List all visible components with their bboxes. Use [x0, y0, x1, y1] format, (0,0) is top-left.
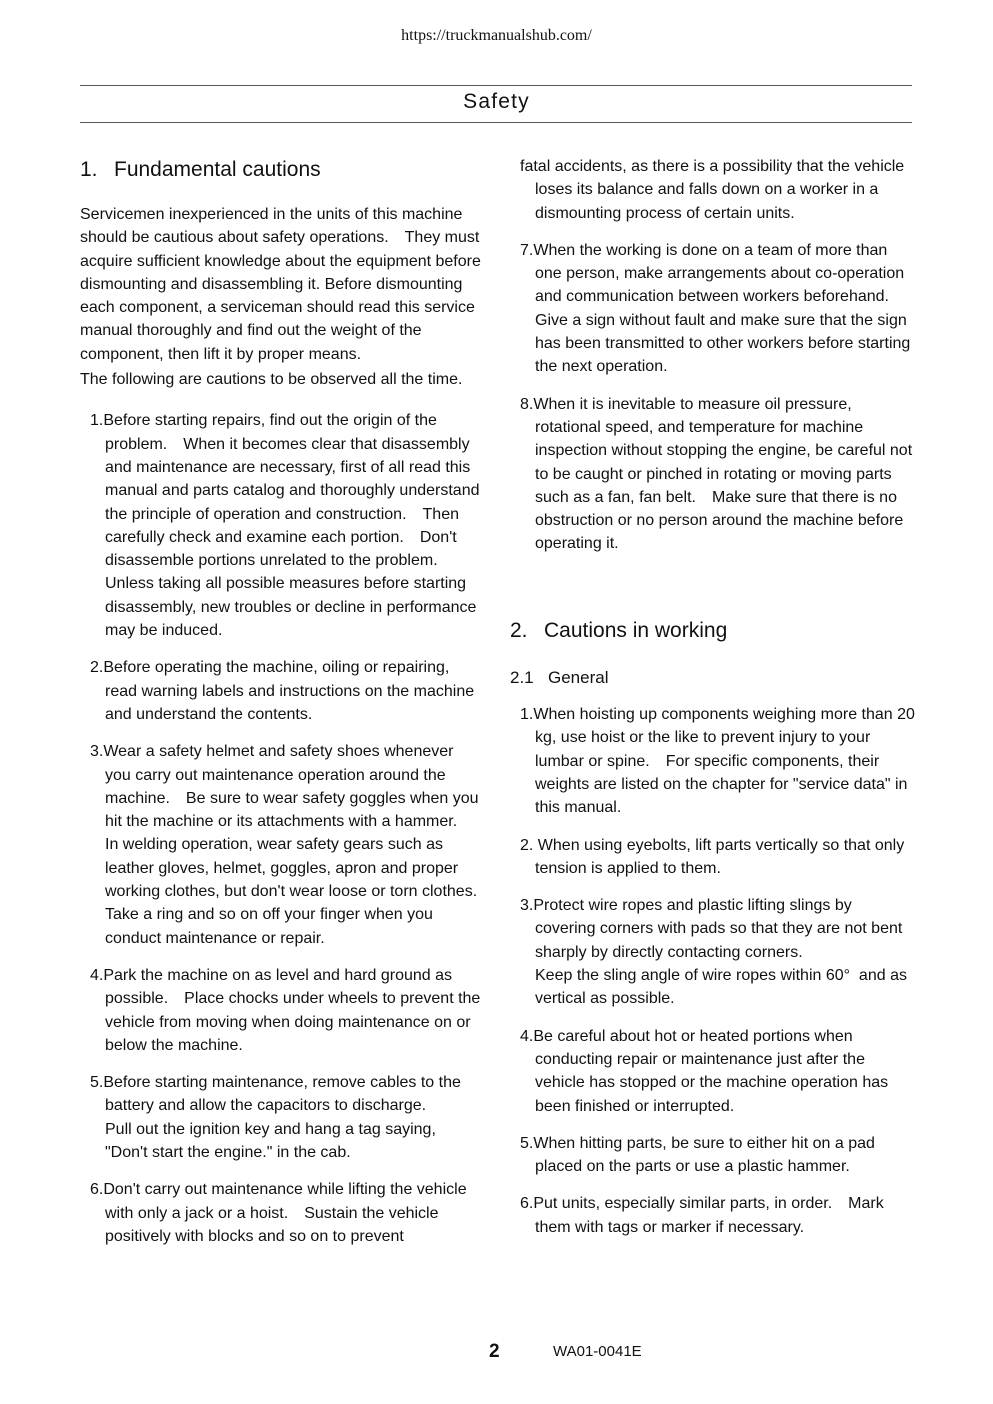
caution-item-number: 4. [90, 966, 104, 984]
general-item-6 [510, 1192, 915, 1239]
caution-item-text: Park the machine on as level and hard ground as possible. Place chocks under wheels to prevent the vehicle from moving when doing maintenance on or below the machine. [103, 966, 481, 1054]
header-url: https://truckmanualshub.com/ [401, 27, 592, 44]
caution-item-number: 5. [90, 1074, 104, 1092]
caution-item-1 [80, 409, 482, 642]
general-item-3 [510, 894, 915, 1010]
caution-item-6 [80, 1178, 482, 1248]
general-item-text: Protect wire ropes and plastic lifting slings by covering corners with pads so that they are not bent sharply by directly contacting corners. Keep the sling angle of wire ropes within 60° and as vertical as possible. [533, 897, 907, 1008]
caution-item-number: 8. [520, 395, 534, 413]
general-item-text: Be careful about hot or heated portions when conducting repair or maintenance just after the vehicle has stopped or the machine operation has been finished or interrupted. [533, 1027, 889, 1115]
section-2-number: 2. [510, 618, 528, 642]
caution-item-text: Before operating the machine, oiling or repairing, read warning labels and instructions on the machine and understand the contents. [103, 659, 475, 723]
caution-item-text: Wear a safety helmet and safety shoes whenever you carry out maintenance operation around the machine. Be sure to wear safety goggles when you hit the machine or its attachments with a hammer. In welding operation, wear safety gears such as leather gloves, helmet, goggles, apron and proper working clothes, but don't wear loose or torn clothes. Take a ring and so on off your finger when you conduct maintenance or repair. [103, 743, 494, 947]
caution-item-6-continued [510, 155, 915, 225]
caution-item-4 [80, 964, 482, 1057]
caution-item-3 [80, 740, 494, 950]
general-item-number: 6. [520, 1195, 534, 1213]
general-item-number: 3. [520, 897, 534, 915]
left-column [80, 155, 494, 1248]
caution-item-number: 1. [90, 412, 104, 430]
caution-item-number: 6. [90, 1181, 104, 1199]
general-item-2 [510, 834, 915, 881]
section-1-title: Fundamental cautions [114, 158, 321, 181]
general-item-5 [510, 1132, 915, 1179]
general-item-number: 1. [520, 706, 534, 724]
caution-item-text: When it is inevitable to measure oil pressure, rotational speed, and temperature for machine inspection without stopping the engine, be careful not to be caught or pinched in rotating or moving parts such as a fan, fan belt. Make sure that there is no obstruction or no person around the machine before operating it. [533, 395, 913, 553]
caution-item-number: 3. [90, 743, 104, 761]
general-item-4 [510, 1025, 915, 1118]
right-column [510, 155, 915, 1239]
caution-item-number: 7. [520, 241, 534, 259]
caution-item-text: When the working is done on a team of more than one person, make arrangements about co-operation and communication between workers beforehand. Give a sign without fault and make sure that the sign has been transmitted to other workers before starting the next operation. [533, 241, 911, 376]
caution-item-text: Before starting maintenance, remove cables to the battery and allow the capacitors to discharge. Pull out the ignition key and hang a tag saying, "Don't start the engine." in the cab. [103, 1074, 461, 1161]
page-number: 2 [489, 1341, 500, 1362]
general-item-text: Put units, especially similar parts, in order. Mark them with tags or marker if necessary. [533, 1195, 884, 1236]
caution-list-left [80, 409, 494, 1248]
caution-item-number: 2. [90, 659, 104, 677]
general-item-1 [510, 703, 915, 819]
caution-item-2 [80, 656, 482, 726]
caution-list-right [510, 155, 915, 556]
section-1-intro-2: The following are cautions to be observed all the time. [80, 371, 463, 389]
caution-item-text: Don't carry out maintenance while lifting the vehicle with only a jack or a hoist. Sustain the vehicle positively with blocks and so on to prevent [103, 1181, 467, 1245]
caution-item-text: fatal accidents, as there is a possibility that the vehicle loses its balance and falls down on a worker in a dismounting process of certain units. [520, 158, 905, 222]
section-1-intro: Servicemen inexperienced in the units of this machine should be cautious about safety operations. They must acquire sufficient knowledge about the equipment before dismounting and disassembling it. Before dismounting each component, a serviceman should read this service manual thoroughly and find out the weight of the component, then lift it by proper means. [80, 206, 481, 363]
caution-item-8 [510, 393, 915, 556]
caution-item-text: Before starting repairs, find out the origin of the problem. When it becomes clear that disassembly and maintenance are necessary, first of all read this manual and parts catalog and thoroughly understand the principle of operation and construction. Then carefully check and examine each portion. Don't disassemble portions unrelated to the problem. Unless taking all possible measures before starting disassembly, new troubles or decline in performance may be induced. [103, 412, 480, 640]
general-item-text: When hoisting up components weighing more than 20 kg, use hoist or the like to prevent injury to your lumbar or spine. For specific components, their weights are listed on the chapter for "service data" in this manual. [533, 706, 915, 817]
general-item-number: 2. [520, 836, 538, 854]
header-bottom-rule [80, 122, 912, 123]
section-1-heading [80, 155, 482, 185]
document-code: WA01-0041E [553, 1343, 642, 1360]
general-caution-list [510, 703, 915, 1239]
general-item-text: When using eyebolts, lift parts vertically so that only tension is applied to them. [535, 836, 905, 877]
section-2-title: Cautions in working [544, 618, 728, 642]
page-title: Safety [463, 90, 530, 113]
header-top-rule [80, 85, 912, 86]
general-item-number: 4. [520, 1027, 534, 1045]
subsection-2-1-number: 2.1 [510, 667, 534, 687]
general-item-text: When hitting parts, be sure to either hit on a pad placed on the parts or use a plastic hammer. [533, 1134, 875, 1176]
section-2-heading [510, 616, 915, 646]
caution-item-5 [80, 1071, 482, 1164]
caution-item-7 [510, 239, 915, 379]
subsection-2-1-title: General [548, 667, 609, 687]
section-1-number: 1. [80, 158, 98, 181]
general-item-number: 5. [520, 1134, 534, 1152]
subsection-2-1-heading [510, 666, 915, 689]
